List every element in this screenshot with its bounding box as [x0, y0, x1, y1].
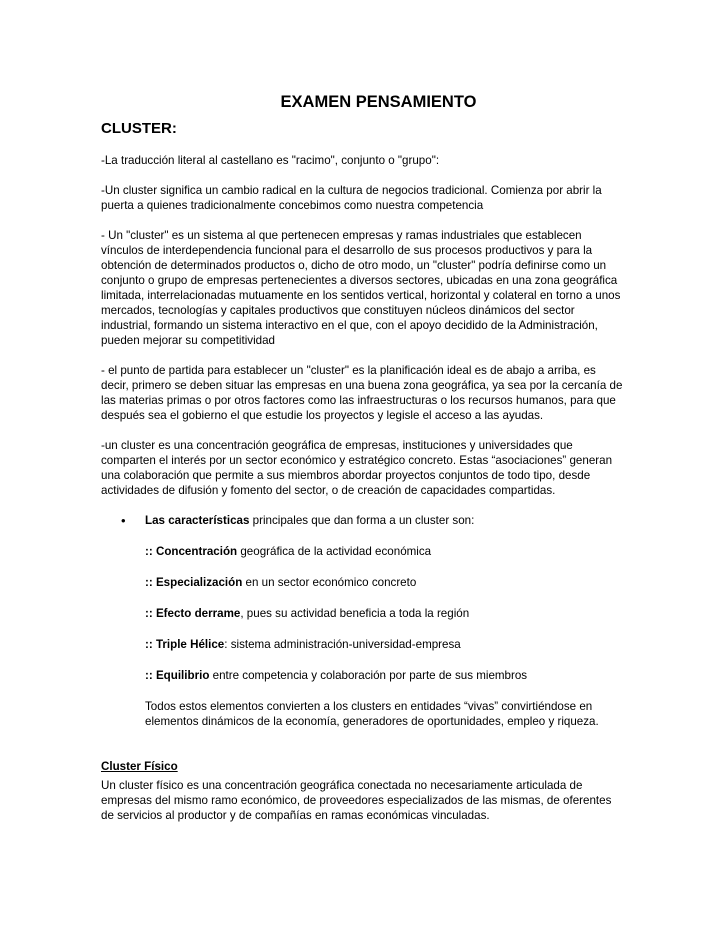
- characteristic-term: :: Concentración: [145, 545, 238, 558]
- characteristic-item: [101, 668, 626, 683]
- paragraph-system-definition: - Un "cluster" es un sistema al que pertenecen empresas y ramas industriales que establecen vínculos de interdependencia funcional para el desarrollo de sus procesos productivos y para la obtención de determinados productos o, dicho de otro modo, un "cluster" podría definirse como un conjunto o grupo de empresas pertenecientes a diversos sectores, ubicadas en una zona geográfica limitada, interrelacionadas mutuamente en los sentidos vertical, horizontal y colateral en torno a unos mercados, tecnologías y capitales productivos que constituyen núcleos dinámicos del sector industrial, formando un sistema interactivo en el que, con el apoyo decidido de la Administración, pueden mejorar su competitividad: [101, 229, 621, 347]
- characteristic-description: entre competencia y colaboración por parte de sus miembros: [209, 669, 528, 682]
- characteristics-bullet: [101, 513, 626, 528]
- characteristic-item: [101, 544, 626, 559]
- characteristic-item: [101, 575, 626, 590]
- characteristic-term: :: Efecto derrame: [145, 607, 241, 620]
- characteristics-closing: Todos estos elementos convierten a los clusters en entidades “vivas” convirtiéndose en elementos dinámicos de la economía, generadores de oportunidades, empleo y riqueza.: [145, 700, 599, 728]
- characteristic-term: :: Equilibrio: [145, 669, 210, 682]
- section-heading-cluster-fisico: Cluster Físico: [101, 760, 178, 773]
- characteristic-description: en un sector económico concreto: [242, 576, 417, 589]
- characteristic-term: :: Especialización: [145, 576, 243, 589]
- document-title: EXAMEN PENSAMIENTO: [280, 93, 477, 111]
- paragraph-cultural-change: -Un cluster significa un cambio radical en la cultura de negocios tradicional. Comienza por abrir la puerta a quienes tradicionalmente concebimos como nuestra competencia: [101, 184, 602, 212]
- characteristics-intro: principales que dan forma a un cluster son:: [249, 514, 475, 527]
- characteristic-description: geográfica de la actividad económica: [237, 545, 432, 558]
- section-heading-cluster: CLUSTER:: [101, 120, 177, 137]
- characteristic-description: : sistema administración-universidad-empresa: [224, 638, 461, 651]
- paragraph-translation: -La traducción literal al castellano es "racimo", conjunto o "grupo":: [101, 154, 440, 167]
- characteristic-item: [101, 606, 626, 621]
- paragraph-starting-point: - el punto de partida para establecer un "cluster" es la planificación ideal es de abajo a arriba, es decir, primero se deben situar las empresas en una buena zona geográfica, ya sea por la cercanía de las materias primas o por otros factores como las infraestructuras o los recursos humanos, para que después sea el gobierno el que estudie los proyectos y legisle el acceso a las ayudas.: [101, 364, 623, 422]
- characteristic-description: , pues su actividad beneficia a toda la región: [240, 607, 470, 620]
- paragraph-cluster-fisico: Un cluster físico es una concentración geográfica conectada no necesariamente articulada de empresas del mismo ramo económico, de proveedores especializados de las mismas, de oferentes de servicios al productor y de compañías en ramas económicas vinculadas.: [101, 779, 612, 822]
- characteristic-item: [101, 637, 626, 652]
- characteristics-lead: Las características: [145, 514, 250, 527]
- bullet-icon: •: [121, 513, 126, 528]
- paragraph-geographic-concentration: -un cluster es una concentración geográfica de empresas, instituciones y universidades que comparten el interés por un sector económico y estratégico concreto. Estas “asociaciones” generan una colaboración que permite a sus miembros abordar proyectos conjuntos de todo tipo, desde actividades de difusión y fomento del sector, o de creación de capacidades compartidas.: [101, 439, 613, 497]
- characteristic-term: :: Triple Hélice: [145, 638, 225, 651]
